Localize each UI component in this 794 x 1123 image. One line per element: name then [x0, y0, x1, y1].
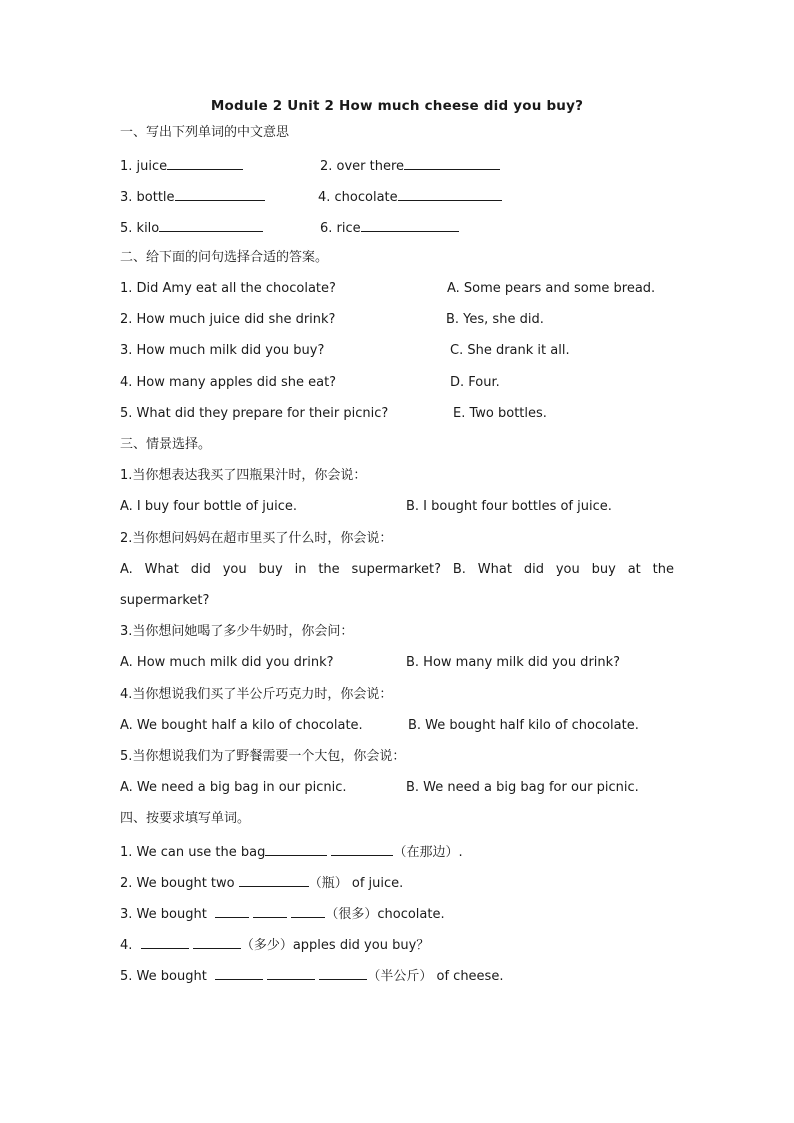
s4-item-4-hint: （多少）apples did you buy？	[240, 938, 430, 953]
s2-question-5: 5. What did they prepare for their picnic?	[120, 406, 389, 421]
section-2-heading: 二、给下面的问句选择合适的答案。	[120, 250, 329, 265]
page-title: Module 2 Unit 2 How much cheese did you buy?	[210, 98, 584, 114]
s2-question-3: 3. How much milk did you buy?	[120, 343, 325, 358]
answer-blank[interactable]	[167, 156, 243, 170]
s3-question-4: 4.当你想说我们买了半公斤巧克力时，你会说：	[120, 687, 393, 702]
s3-q3-option-b: B. How many milk did you drink?	[406, 655, 621, 670]
s4-item-5	[120, 966, 503, 986]
s4-item-1-text: 1. We can use the bag	[120, 845, 266, 860]
answer-blank[interactable]	[267, 966, 315, 980]
s1-item-3-label: 3. bottle	[120, 190, 175, 205]
answer-blank[interactable]	[159, 218, 263, 232]
s3-q1-option-b: B. I bought four bottles of juice.	[406, 499, 612, 514]
s4-item-2-tail: of juice.	[347, 876, 404, 891]
answer-blank[interactable]	[193, 935, 241, 949]
s2-answer-b: B. Yes, she did.	[446, 312, 544, 327]
section-4-heading: 四、按要求填写单词。	[120, 811, 251, 826]
answer-blank[interactable]	[331, 842, 393, 856]
s3-q2-options-continued: supermarket?	[120, 593, 210, 608]
s1-item-5	[120, 218, 263, 238]
s1-item-5-label: 5. kilo	[120, 221, 160, 236]
s2-answer-c: C. She drank it all.	[450, 343, 570, 358]
s2-answer-e: E. Two bottles.	[453, 406, 547, 421]
s3-q5-option-a: A. We need a big bag in our picnic.	[120, 780, 347, 795]
s1-item-4	[318, 187, 502, 207]
answer-blank[interactable]	[215, 904, 249, 918]
answer-blank[interactable]	[361, 218, 459, 232]
answer-blank[interactable]	[141, 935, 189, 949]
s1-item-1-label: 1. juice	[120, 159, 168, 174]
s4-item-4-text: 4.	[120, 938, 137, 953]
s3-question-2: 2.当你想问妈妈在超市里买了什么时，你会说：	[120, 531, 393, 546]
s4-item-4	[120, 935, 429, 955]
s1-item-2	[320, 156, 500, 176]
answer-blank[interactable]	[265, 842, 327, 856]
s4-item-1	[120, 842, 463, 862]
s4-item-3-hint: （很多）chocolate.	[325, 907, 445, 922]
s1-item-6	[320, 218, 459, 238]
s3-q1-option-a: A. I buy four bottle of juice.	[120, 499, 298, 514]
answer-blank[interactable]	[215, 966, 263, 980]
s4-item-5-tail: of cheese.	[432, 969, 504, 984]
s1-item-2-label: 2. over there	[320, 159, 405, 174]
s2-question-2: 2. How much juice did she drink?	[120, 312, 336, 327]
answer-blank[interactable]	[175, 187, 265, 201]
s1-item-4-label: 4. chocolate	[318, 190, 398, 205]
s1-item-1	[120, 156, 243, 176]
s1-item-6-label: 6. rice	[320, 221, 361, 236]
s4-item-1-hint: （在那边）.	[393, 845, 463, 860]
s4-item-3	[120, 904, 445, 924]
s4-item-2-hint: （瓶）	[308, 876, 348, 891]
s3-question-1: 1.当你想表达我买了四瓶果汁时，你会说：	[120, 468, 367, 483]
s4-item-2	[120, 873, 403, 893]
section-1-heading: 一、写出下列单词的中文意思	[120, 125, 290, 140]
s1-item-3	[120, 187, 265, 207]
answer-blank[interactable]	[253, 904, 287, 918]
s2-question-1: 1. Did Amy eat all the chocolate?	[120, 281, 336, 296]
s3-q2-options: A. What did you buy in the supermarket? B. What did you buy at the	[120, 562, 674, 577]
s3-q3-option-a: A. How much milk did you drink?	[120, 655, 334, 670]
answer-blank[interactable]	[404, 156, 500, 170]
answer-blank[interactable]	[398, 187, 502, 201]
s4-item-5-hint: （半公斤）	[367, 969, 433, 984]
s3-q4-option-a: A. We bought half a kilo of chocolate.	[120, 718, 363, 733]
answer-blank[interactable]	[291, 904, 325, 918]
s2-answer-a: A. Some pears and some bread.	[447, 281, 656, 296]
s4-item-5-text: 5. We bought	[120, 969, 211, 984]
s4-item-3-text: 3. We bought	[120, 907, 211, 922]
s3-question-5: 5.当你想说我们为了野餐需要一个大包，你会说：	[120, 749, 406, 764]
section-3-heading: 三、情景选择。	[120, 437, 212, 452]
s2-answer-d: D. Four.	[450, 375, 500, 390]
s3-q4-option-b: B. We bought half kilo of chocolate.	[408, 718, 639, 733]
s3-question-3: 3.当你想问她喝了多少牛奶时，你会问：	[120, 624, 354, 639]
s3-q5-option-b: B. We need a big bag for our picnic.	[406, 780, 639, 795]
answer-blank[interactable]	[239, 873, 309, 887]
s4-item-2-text: 2. We bought two	[120, 876, 239, 891]
answer-blank[interactable]	[319, 966, 367, 980]
s2-question-4: 4. How many apples did she eat?	[120, 375, 337, 390]
